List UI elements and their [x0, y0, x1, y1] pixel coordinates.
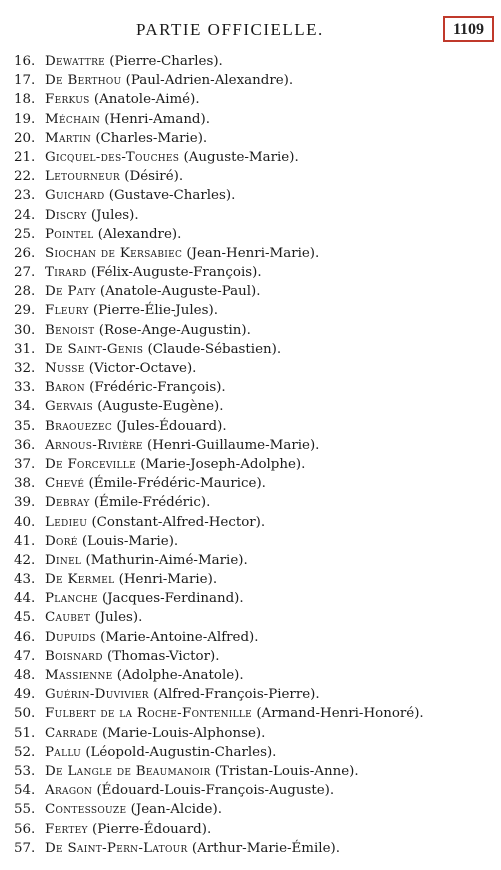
entry-text [45, 225, 181, 244]
entry-surname: Dinel [45, 552, 82, 568]
entry-text [45, 52, 223, 71]
entry-surname: Massienne [45, 668, 113, 683]
page-number: 1109 [443, 16, 494, 42]
entry-given-names: (Pierre-Élie-Jules). [88, 303, 218, 319]
list-item [0, 589, 501, 608]
list-item [0, 455, 501, 474]
list-item [0, 685, 501, 704]
page-header [0, 16, 501, 46]
entry-surname: De Saint-Pern-Latour [45, 840, 188, 856]
entry-given-names: (Auguste-Eugène). [92, 399, 224, 415]
entry-given-names: (Jules-Édouard). [112, 418, 227, 434]
list-item [0, 704, 501, 723]
entry-given-names: (Charles-Marie). [91, 130, 208, 146]
list-item [0, 781, 501, 800]
entry-surname: De Kermel [45, 572, 115, 588]
entry-text [45, 474, 266, 493]
entry-text [45, 724, 265, 743]
entry-surname: Pointel [45, 226, 94, 242]
list-item [0, 52, 501, 71]
list-item [0, 129, 501, 148]
entry-given-names: (Pierre-Charles). [105, 54, 223, 69]
entry-surname: Guérin-Duvivier [45, 687, 149, 703]
entry-number: 23. [14, 188, 36, 204]
entry-given-names: (Félix-Auguste-François). [86, 265, 262, 281]
entry-number: 26. [14, 245, 36, 261]
entry-surname: Siochan de Kersabiec [45, 245, 183, 261]
entry-text [45, 301, 218, 320]
entry-surname: Gervais [45, 399, 93, 415]
entry-text [45, 628, 259, 647]
entry-number: 31. [14, 341, 36, 357]
entry-given-names: (Victor-Octave). [84, 361, 197, 376]
entry-given-names: (Jules). [90, 610, 143, 626]
entry-text [45, 839, 340, 858]
entry-number: 33. [14, 380, 36, 396]
entry-given-names: (Paul-Adrien-Alexandre). [121, 73, 294, 89]
list-item [0, 513, 501, 532]
list-item [0, 340, 501, 359]
list-item [0, 148, 501, 167]
entry-text [45, 704, 424, 723]
list-item [0, 90, 501, 109]
entry-number: 45. [14, 610, 36, 626]
entry-surname: Martin [45, 130, 92, 146]
entry-given-names: (Henri-Guillaume-Marie). [142, 437, 320, 453]
entry-text [45, 743, 276, 762]
entry-surname: De Berthou [45, 73, 122, 89]
entry-number: 17. [14, 73, 36, 89]
entry-surname: Discry [45, 207, 87, 223]
name-list [0, 52, 501, 858]
entry-given-names: (Claude-Sébastien). [143, 341, 282, 357]
entry-given-names: (Arthur-Marie-Émile). [187, 840, 340, 856]
section-title: PARTIE OFFICIELLE. [136, 20, 324, 39]
list-item [0, 436, 501, 455]
list-item [0, 647, 501, 666]
entry-text [45, 263, 262, 282]
entry-given-names: (Léopold-Augustin-Charles). [81, 744, 277, 760]
list-item [0, 244, 501, 263]
entry-number: 55. [14, 802, 36, 818]
entry-surname: Fertey [45, 821, 88, 837]
entry-text [45, 666, 244, 685]
entry-surname: Benoist [45, 322, 95, 338]
entry-surname: Debray [45, 495, 90, 511]
entry-number: 20. [14, 130, 36, 146]
entry-text [45, 282, 261, 301]
entry-given-names: (Jules). [86, 207, 139, 223]
entry-surname: Dewattre [45, 54, 106, 69]
entry-text [45, 513, 265, 532]
list-item [0, 397, 501, 416]
entry-text [45, 129, 207, 148]
entry-number: 22. [14, 169, 36, 185]
entry-text [45, 551, 248, 570]
entry-surname: Méchain [45, 111, 101, 127]
entry-given-names: (Louis-Marie). [77, 533, 179, 549]
list-item [0, 551, 501, 570]
entry-text [45, 186, 235, 205]
entry-number: 57. [14, 840, 36, 856]
list-item [0, 167, 501, 186]
entry-given-names: (Édouard-Louis-François-Auguste). [92, 783, 335, 799]
entry-text [45, 110, 210, 129]
entry-number: 54. [14, 783, 36, 799]
entry-number: 43. [14, 572, 36, 588]
entry-text [45, 781, 334, 800]
entry-surname: Chevé [45, 476, 85, 492]
entry-given-names: (Émile-Frédéric-Maurice). [84, 476, 266, 492]
entry-surname: Gicquel-des-Touches [45, 149, 180, 165]
entry-number: 30. [14, 322, 36, 338]
entry-surname: De Langle de Beaumanoir [45, 763, 211, 779]
entry-given-names: (Anatole-Auguste-Paul). [95, 284, 261, 300]
entry-text [45, 608, 142, 627]
entry-text [45, 90, 200, 109]
entry-text [45, 321, 251, 340]
entry-number: 36. [14, 437, 36, 453]
list-item [0, 225, 501, 244]
entry-text [45, 206, 139, 225]
list-item [0, 359, 501, 378]
entry-surname: Contessouze [45, 802, 127, 818]
entry-surname: Letourneur [45, 169, 121, 185]
entry-given-names: (Jean-Alcide). [126, 802, 222, 818]
entry-number: 42. [14, 552, 36, 568]
list-item [0, 282, 501, 301]
entry-given-names: (Auguste-Marie). [179, 149, 299, 165]
entry-number: 39. [14, 495, 36, 511]
entry-text [45, 762, 359, 781]
entry-surname: Baron [45, 380, 85, 396]
entry-number: 18. [14, 92, 36, 108]
entry-text [45, 378, 226, 397]
list-item [0, 110, 501, 129]
list-item [0, 820, 501, 839]
entry-number: 41. [14, 533, 36, 549]
entry-surname: Dupuids [45, 629, 96, 645]
entry-given-names: (Jean-Henri-Marie). [182, 245, 320, 261]
entry-surname: Arnous-Rivière [45, 437, 143, 453]
entry-number: 35. [14, 418, 36, 434]
list-item [0, 628, 501, 647]
entry-surname: Caubet [45, 610, 91, 626]
entry-surname: Boisnard [45, 648, 103, 664]
entry-given-names: (Frédéric-François). [84, 380, 226, 396]
entry-number: 21. [14, 149, 36, 165]
entry-number: 28. [14, 284, 36, 300]
entry-text [45, 800, 222, 819]
list-item [0, 608, 501, 627]
entry-given-names: (Adolphe-Anatole). [112, 668, 244, 683]
entry-surname: Pallu [45, 744, 82, 760]
list-item [0, 417, 501, 436]
entry-given-names: (Mathurin-Aimé-Marie). [81, 552, 248, 568]
entry-surname: De Forceville [45, 456, 136, 472]
entry-number: 56. [14, 821, 36, 837]
list-item [0, 762, 501, 781]
entry-surname: De Saint-Genis [45, 341, 144, 357]
entry-given-names: (Émile-Frédéric). [89, 495, 211, 511]
entry-text [45, 455, 305, 474]
entry-number: 37. [14, 456, 36, 472]
entry-text [45, 71, 293, 90]
entry-text [45, 397, 224, 416]
entry-given-names: (Armand-Henri-Honoré). [252, 706, 424, 722]
entry-given-names: (Gustave-Charles). [104, 188, 236, 204]
list-item [0, 301, 501, 320]
list-item [0, 378, 501, 397]
entry-text [45, 589, 244, 608]
list-item [0, 570, 501, 589]
entry-given-names: (Marie-Joseph-Adolphe). [135, 456, 306, 472]
entry-number: 51. [14, 725, 36, 741]
entry-number: 25. [14, 226, 36, 242]
list-item [0, 666, 501, 685]
list-item [0, 800, 501, 819]
list-item [0, 71, 501, 90]
entry-given-names: (Marie-Antoine-Alfred). [95, 629, 259, 645]
entry-given-names: (Thomas-Victor). [102, 648, 220, 664]
entry-given-names: (Constant-Alfred-Hector). [87, 514, 266, 530]
entry-surname: Carrade [45, 725, 98, 741]
entry-number: 29. [14, 303, 36, 319]
list-item [0, 206, 501, 225]
entry-text [45, 820, 211, 839]
list-item [0, 493, 501, 512]
entry-surname: Fleury [45, 303, 89, 319]
entry-surname: De Paty [45, 284, 96, 300]
list-item [0, 263, 501, 282]
entry-text [45, 436, 319, 455]
entry-number: 52. [14, 744, 36, 760]
entry-text [45, 340, 281, 359]
entry-number: 50. [14, 706, 36, 722]
entry-surname: Aragon [45, 783, 93, 799]
entry-given-names: (Rose-Ange-Augustin). [94, 322, 251, 338]
entry-number: 47. [14, 648, 36, 664]
entry-surname: Doré [45, 533, 78, 549]
entry-text [45, 167, 183, 186]
entry-given-names: (Marie-Louis-Alphonse). [97, 725, 266, 741]
list-item [0, 839, 501, 858]
list-item [0, 186, 501, 205]
list-item [0, 532, 501, 551]
entry-given-names: (Pierre-Édouard). [87, 821, 212, 837]
entry-number: 49. [14, 687, 36, 703]
entry-text [45, 647, 219, 666]
entry-surname: Braouezec [45, 418, 113, 434]
entry-text [45, 244, 319, 263]
list-item [0, 321, 501, 340]
entry-number: 16. [14, 54, 36, 69]
entry-text [45, 148, 299, 167]
entry-text [45, 685, 320, 704]
entry-surname: Ledieu [45, 514, 88, 530]
entry-given-names: (Désiré). [120, 169, 184, 185]
list-item [0, 724, 501, 743]
entry-text [45, 359, 196, 378]
entry-surname: Fulbert de la Roche-Fontenille [45, 706, 253, 722]
entry-surname: Planche [45, 591, 98, 607]
entry-number: 53. [14, 763, 36, 779]
entry-number: 34. [14, 399, 36, 415]
list-item [0, 474, 501, 493]
entry-given-names: (Anatole-Aimé). [89, 92, 200, 108]
entry-surname: Guichard [45, 188, 105, 204]
entry-number: 19. [14, 111, 36, 127]
entry-given-names: (Henri-Marie). [114, 572, 218, 588]
entry-text [45, 493, 210, 512]
entry-number: 32. [14, 361, 36, 376]
entry-given-names: (Henri-Amand). [100, 111, 210, 127]
entry-surname: Nusse [45, 361, 85, 376]
entry-text [45, 570, 217, 589]
entry-text [45, 417, 227, 436]
entry-given-names: (Alexandre). [93, 226, 182, 242]
entry-number: 44. [14, 591, 36, 607]
entry-given-names: (Alfred-François-Pierre). [148, 687, 320, 703]
entry-given-names: (Tristan-Louis-Anne). [210, 763, 359, 779]
entry-surname: Tirard [45, 265, 87, 281]
entry-number: 24. [14, 207, 36, 223]
entry-number: 46. [14, 629, 36, 645]
list-item [0, 743, 501, 762]
entry-number: 38. [14, 476, 36, 492]
entry-text [45, 532, 178, 551]
entry-number: 27. [14, 265, 36, 281]
entry-surname: Ferkus [45, 92, 90, 108]
entry-number: 40. [14, 514, 36, 530]
entry-number: 48. [14, 668, 36, 683]
entry-given-names: (Jacques-Ferdinand). [97, 591, 244, 607]
